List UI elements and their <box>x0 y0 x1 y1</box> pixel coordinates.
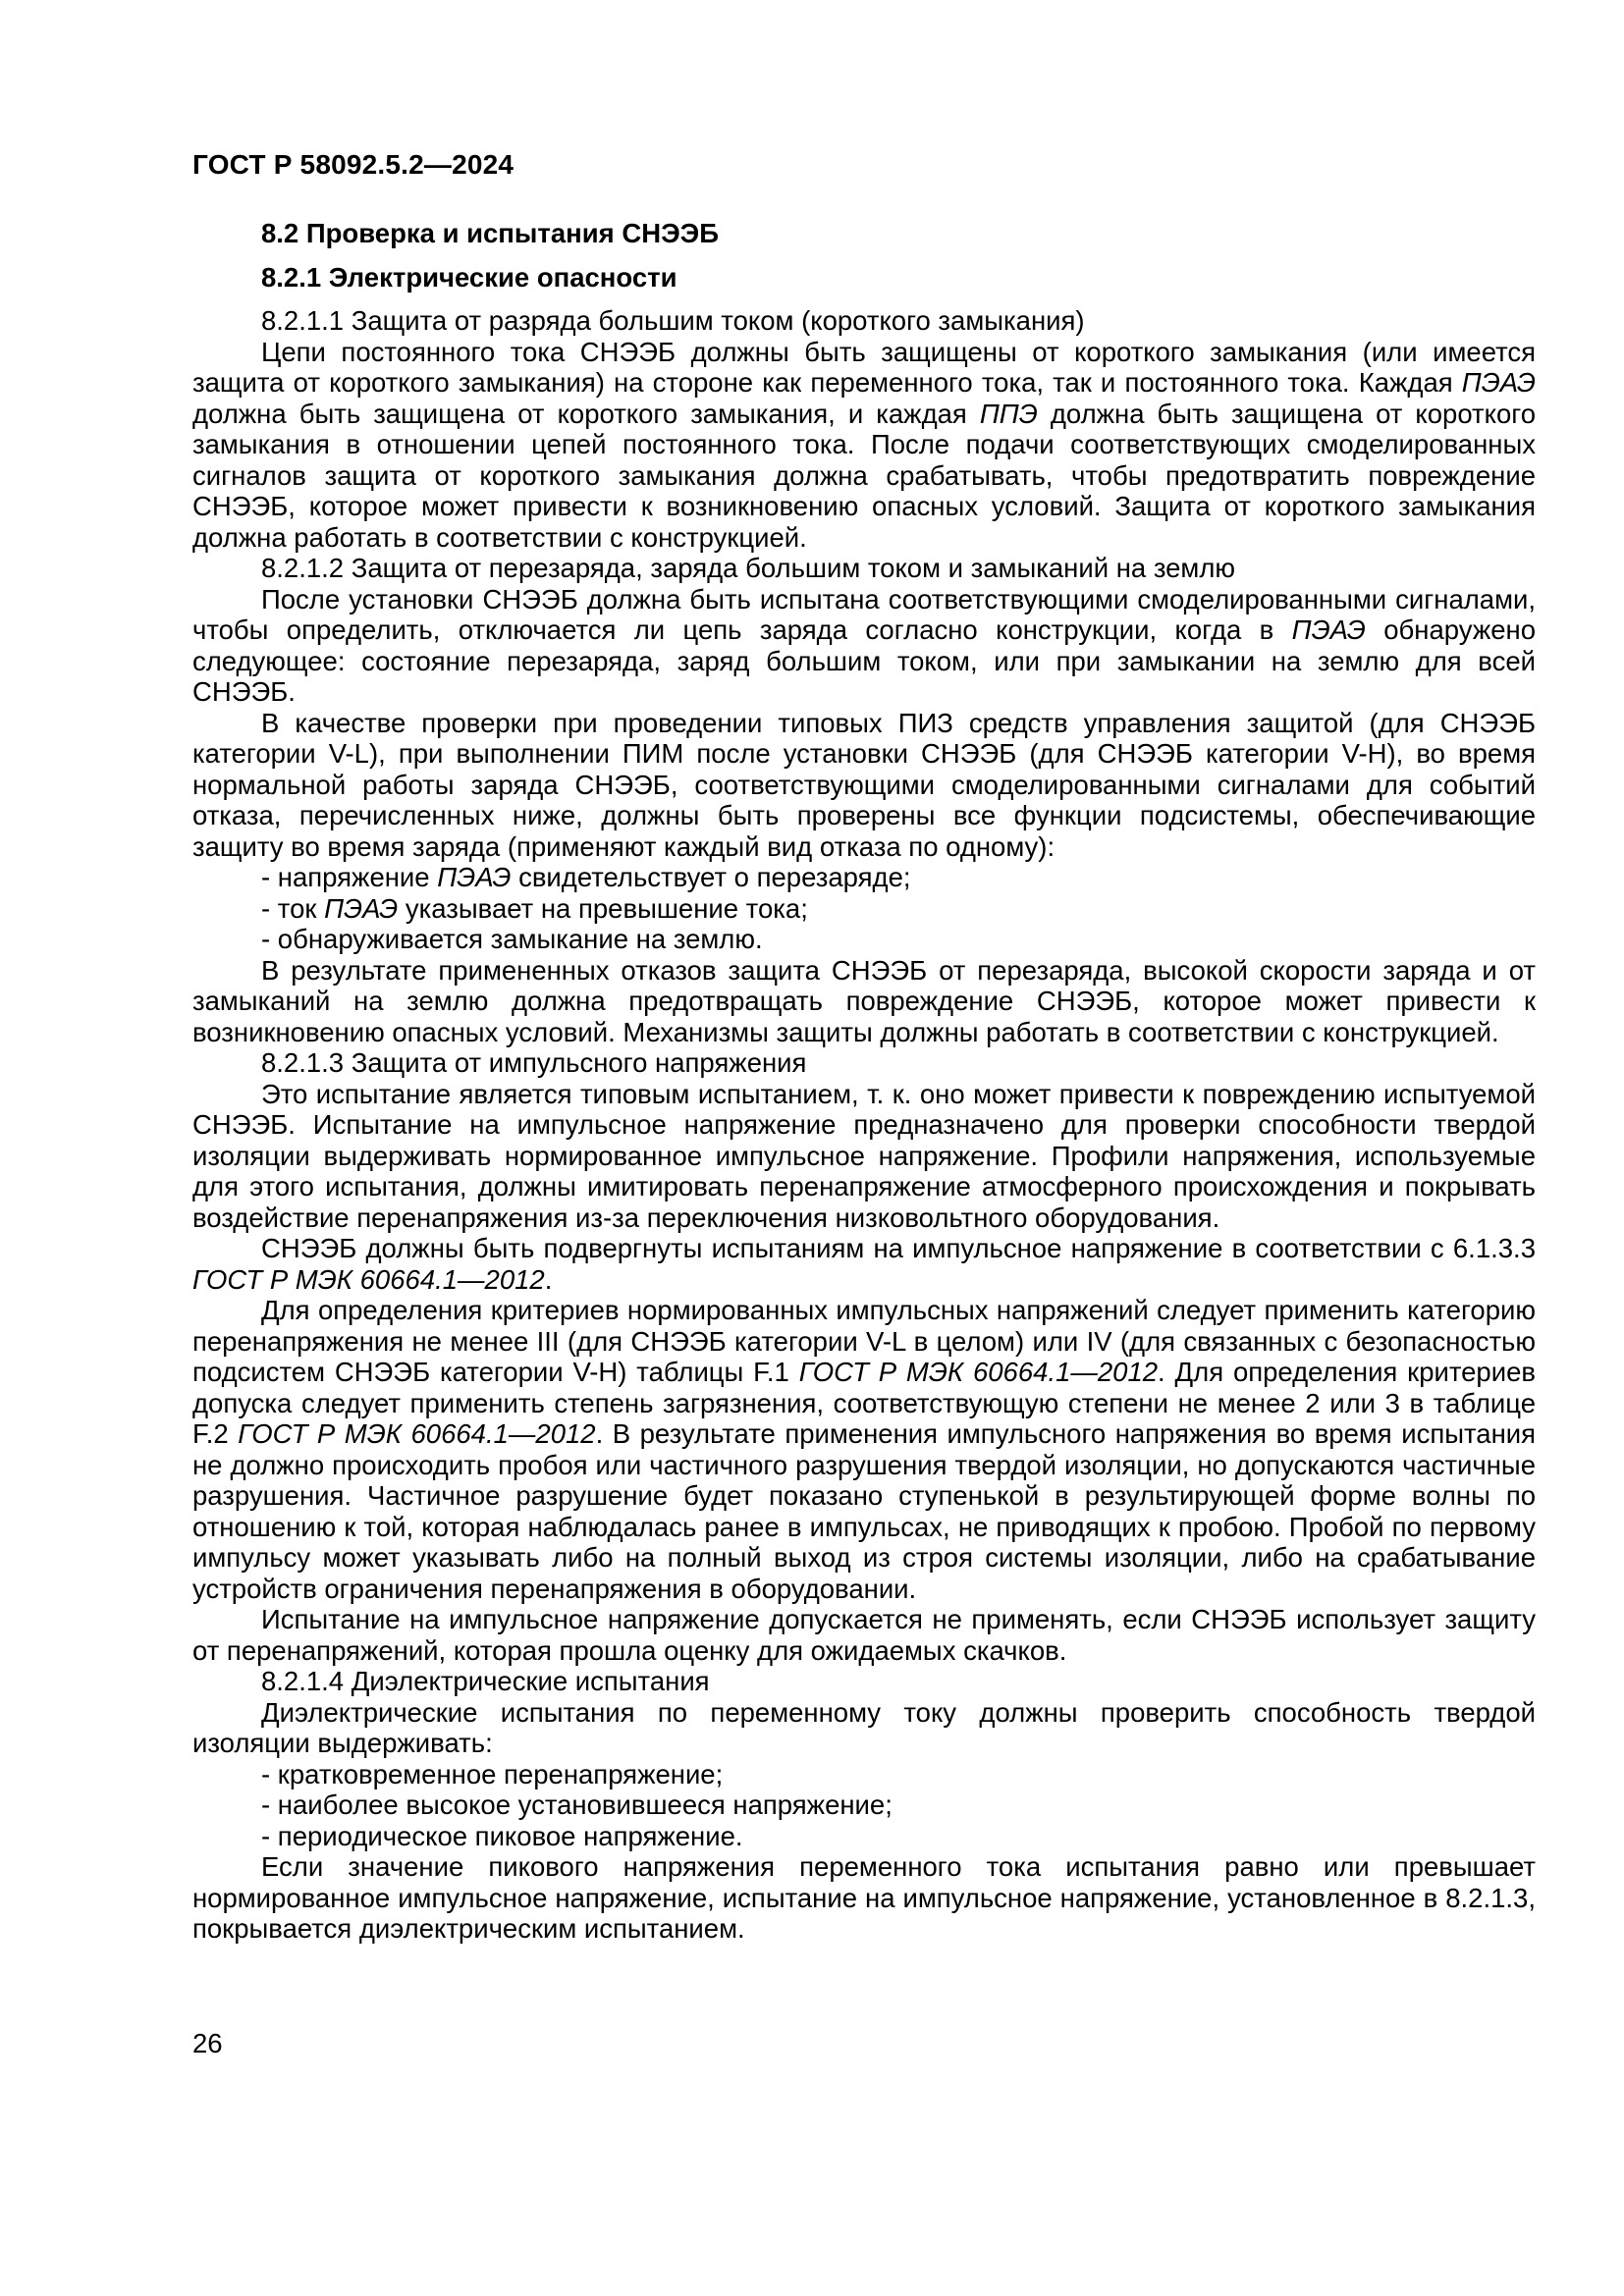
text-run: В качестве проверки при проведении типовых ПИЗ средств управления защитой (для СНЭЭБ категории V-L), при выполнении ПИМ после установки СНЭЭБ (для СНЭЭБ категории V-H), во время нормальной работы заряда СНЭЭБ, соответствующими смоделированными сигналами для событий отказа, перечисленных ниже, должны быть проверены все функции подсистемы, обеспечивающие защиту во время заряда (применяют каждый вид отказа по одному): <box>192 707 1536 862</box>
list-item <box>192 1759 1536 1790</box>
text-run: должна быть защищена от короткого замыкания, и каждая <box>192 398 980 429</box>
list-item <box>192 1789 1536 1821</box>
subsection-title <box>192 305 1536 337</box>
text-run: Диэлектрические испытания по переменному току должны проверить способность твердой изоляции выдерживать: <box>192 1696 1536 1758</box>
text-run: 8.2.1.4 Диэлектрические испытания <box>261 1666 710 1696</box>
document-header: ГОСТ Р 58092.5.2—2024 <box>192 149 514 180</box>
text-run: В результате примененных отказов защита СНЭЭБ от перезаряда, высокой скорости заряда и от замыканий на землю должна предотвращать повреждение СНЭЭБ, которое может привести к возникновению опасных условий. Механизмы защиты должны работать в соответствии с конструкцией. <box>192 954 1536 1047</box>
text-run: 8.2 Проверка и испытания СНЭЭБ <box>261 218 719 248</box>
subsection-title <box>192 553 1536 584</box>
paragraph <box>192 1295 1536 1604</box>
text-run: Цепи постоянного тока СНЭЭБ должны быть защищены от короткого замыкания (или имеется защита от короткого замыкания) на стороне как переменного тока, так и постоянного тока. Каждая <box>192 336 1536 398</box>
text-run: . Для определения критериев допуска следует применить степень загрязнения, соответствующую степени не менее 2 или 3 в таблице F.2 <box>192 1357 1536 1449</box>
section-heading <box>192 218 1536 249</box>
italic-term: ГОСТ Р МЭК 60664.1—2012 <box>238 1418 596 1449</box>
text-run: Испытание на импульсное напряжение допускается не применять, если СНЭЭБ использует защиту от перенапряжений, которая прошла оценку для ожидаемых скачков. <box>192 1604 1536 1666</box>
text-run: свидетельствует о перезаряде; <box>511 862 911 892</box>
text-run: Для определения критериев нормированных импульсных напряжений следует применить категорию перенапряжения не менее III (для СНЭЭБ категории V-L в целом) или IV (для связанных с безопасностью подсистем СНЭЭБ категории V-H) таблицы F.1 <box>192 1295 1536 1387</box>
text-run: - наиболее высокое установившееся напряжение; <box>261 1789 893 1820</box>
text-run: указывает на превышение тока; <box>398 892 808 924</box>
paragraph <box>192 1851 1536 1945</box>
text-run: - обнаруживается замыкание на землю. <box>261 924 763 954</box>
italic-term: ГОСТ Р МЭК 60664.1—2012 <box>192 1263 545 1295</box>
text-run: Если значение пикового напряжения переменного тока испытания равно или превышает нормированное импульсное напряжение, испытание на импульсное напряжение, установленное в 8.2.1.3, покрывается диэлектрическим испытанием. <box>192 1851 1536 1944</box>
text-run: Это испытание является типовым испытанием, т. к. оно может привести к повреждению испытуемой СНЭЭБ. Испытание на импульсное напряжение предназначено для проверки способности твердой изоляции выдерживать нормированное импульсное напряжение. Профили напряжения, используемые для этого испытания, должны имитировать перенапряжение атмосферного происхождения и покрывать воздействие перенапряжения из-за переключения низковольтного оборудования. <box>192 1078 1536 1233</box>
page-number: 26 <box>192 2028 223 2058</box>
italic-term: ПЭАЭ <box>437 862 512 892</box>
text-run: После установки СНЭЭБ должна быть испытана соответствующими смоделированными сигналами, чтобы определить, отключается ли цепь заряда согласно конструкции, когда в <box>192 583 1536 645</box>
paragraph <box>192 955 1536 1048</box>
list-item <box>192 893 1536 925</box>
list-item <box>192 924 1536 955</box>
subsection-title <box>192 1047 1536 1079</box>
italic-term: ПЭАЭ <box>1461 367 1536 398</box>
text-run: 8.2.1.2 Защита от перезаряда, заряда большим током и замыканий на землю <box>261 553 1236 583</box>
section-heading <box>192 262 1536 294</box>
italic-term: ПЭАЭ <box>324 892 399 924</box>
text-run: - периодическое пиковое напряжение. <box>261 1820 743 1851</box>
text-run: должна быть защищена от короткого замыкания в отношении цепей постоянного тока. После подачи соответствующих смоделированных сигналов защита от короткого замыкания должна срабатывать, чтобы предотвратить повреждение СНЭЭБ, которое может привести к возникновению опасных условий. Защита от короткого замыкания должна работать в соответствии с конструкцией. <box>192 398 1536 553</box>
text-run: 8.2.1.3 Защита от импульсного напряжения <box>261 1047 807 1078</box>
text-run: СНЭЭБ должны быть подвергнуты испытаниям на импульсное напряжение в соответствии с 6.1.3.3 <box>261 1233 1536 1263</box>
text-run: . В результате применения импульсного напряжения во время испытания не должно происходить пробоя или частичного разрушения твердой изоляции, но допускаются частичные разрушения. Частичное разрушение будет показано ступенькой в результирующей форме волны по отношению к той, которая наблюдалась ранее в импульсах, не приводящих к пробою. Пробой по первому импульсу может указывать либо на полный выход из строя системы изоляции, либо на срабатывание устройств ограничения перенапряжения в оборудовании. <box>192 1418 1537 1604</box>
list-item <box>192 1821 1536 1852</box>
document-body <box>192 218 1536 1945</box>
italic-term: ППЭ <box>979 398 1038 429</box>
paragraph <box>192 1697 1536 1759</box>
paragraph <box>192 337 1536 554</box>
text-run: обнаружено следующее: состояние перезаряда, заряд большим током, или при замыкании на землю для всей СНЭЭБ. <box>192 614 1536 707</box>
italic-term: ПЭАЭ <box>1291 614 1366 645</box>
paragraph <box>192 1604 1536 1666</box>
text-run: - ток <box>261 892 325 924</box>
text-run: - напряжение <box>261 862 438 892</box>
subsection-title <box>192 1666 1536 1697</box>
text-run: 8.2.1 Электрические опасности <box>261 261 677 293</box>
paragraph <box>192 1079 1536 1234</box>
text-run: - кратковременное перенапряжение; <box>261 1758 724 1789</box>
text-run: 8.2.1.1 Защита от разряда большим током (короткого замыкания) <box>261 305 1085 336</box>
paragraph <box>192 708 1536 863</box>
italic-term: ГОСТ Р МЭК 60664.1—2012 <box>798 1357 1159 1387</box>
list-item <box>192 862 1536 893</box>
text-run: . <box>544 1263 553 1295</box>
paragraph <box>192 584 1536 708</box>
paragraph <box>192 1233 1536 1295</box>
